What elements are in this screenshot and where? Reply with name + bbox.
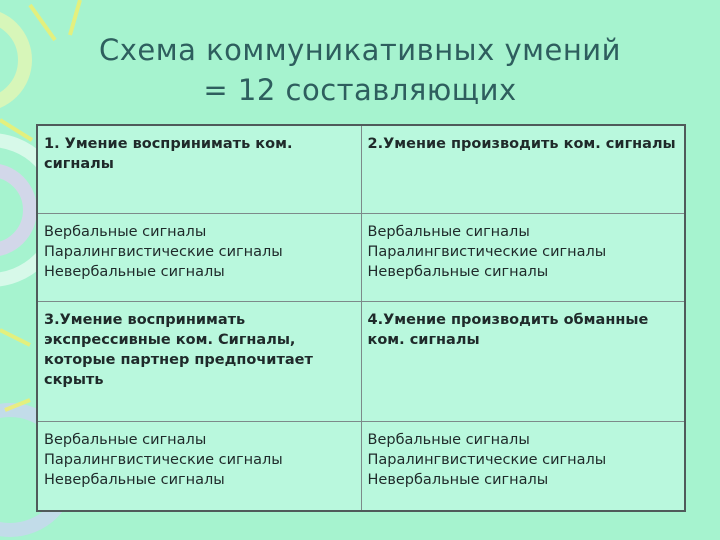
title-line-2: = 12 составляющих [203, 73, 517, 107]
slide-title [40, 30, 680, 110]
skills-table [36, 124, 686, 512]
table-row [37, 421, 685, 511]
title-line-1: Схема коммуникативных умений [99, 33, 621, 67]
signals-list-3 [37, 421, 361, 511]
table-row [37, 213, 685, 301]
skill-heading-1: 1. Умение воспринимать ком. сигналы [37, 125, 361, 213]
signal-item: Паралингвистические сигналы [44, 451, 283, 468]
signal-item: Паралингвистические сигналы [367, 451, 607, 468]
signal-item: Невербальные сигналы [367, 471, 549, 488]
signal-item: Невербальные сигналы [44, 263, 225, 280]
signal-item: Паралингвистические сигналы [367, 243, 607, 260]
table-row [37, 301, 685, 421]
skill-heading-4: 4.Умение производить обманные ком. сигналы [361, 301, 685, 421]
signals-list-4 [361, 421, 685, 511]
signals-list-1 [37, 213, 361, 301]
signal-item: Вербальные сигналы [367, 223, 530, 240]
signal-item: Паралингвистические сигналы [44, 243, 283, 260]
signal-item: Вербальные сигналы [367, 431, 530, 448]
signal-item: Вербальные сигналы [44, 223, 207, 240]
signals-list-2 [361, 213, 685, 301]
skill-heading-2: 2.Умение производить ком. сигналы [361, 125, 685, 213]
table-row [37, 125, 685, 213]
skill-heading-3: 3.Умение воспринимать экспрессивные ком. Сигналы, которые партнер предпочитает скрыть [37, 301, 361, 421]
signal-item: Вербальные сигналы [44, 431, 207, 448]
signal-item: Невербальные сигналы [367, 263, 549, 280]
signal-item: Невербальные сигналы [44, 471, 225, 488]
